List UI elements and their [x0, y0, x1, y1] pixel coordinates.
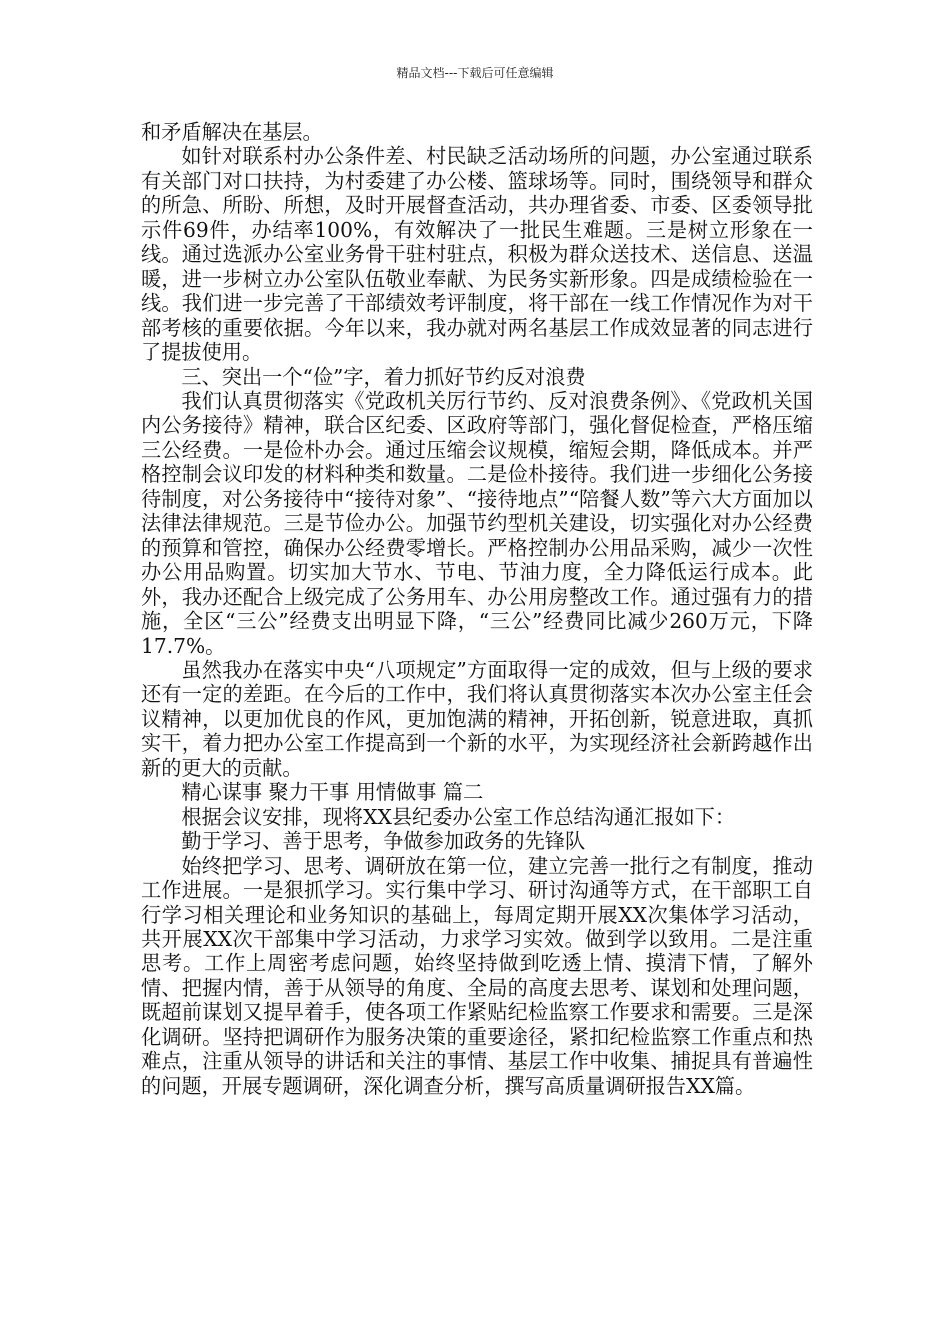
section-heading-frugality: 三、突出一个“俭”字，着力抓好节约反对浪费	[181, 364, 586, 389]
document-body	[141, 120, 813, 1098]
paragraph-frontline-work: 如针对联系村办公条件差、村民缺乏活动场所的问题，办公室通过联系有关部门对口扶持，为村委建了办公楼、篮球场等。同时，围绕领导和群众的所急、所盼、所想，及时开展督查活动，共办理省委、市委、区委领导批示件69件，办结率100%，有效解决了一批民生难题。三是树立形象在一线。通过选派办公室业务骨干驻村驻点，积极为群众送技术、送信息、送温暖，进一步树立办公室队伍敬业奉献、为民务实新形象。四是成绩检验在一线。我们进一步完善了干部绩效考评制度，将干部在一线工作情况作为对干部考核的重要依据。今年以来，我办就对两名基层工作成效显著的同志进行了提拔使用。	[141, 144, 813, 365]
paragraph-continuation: 和矛盾解决在基层。	[141, 120, 323, 144]
paragraph-report-intro: 根据会议安排，现将XX县纪委办公室工作总结沟通汇报如下：	[181, 804, 736, 829]
paragraph-learning: 始终把学习、思考、调研放在第一位，建立完善一批行之有制度，推动工作进展。一是狠抓学习。实行集中学习、研讨沟通等方式，在干部职工自行学习相关理论和业务知识的基础上，每周定期开展XX次集体学习活动，共开展XX次干部集中学习活动，力求学习实效。做到学以致用。二是注重思考。工作上周密考虑问题，始终坚持做到吃透上情、摸清下情，了解外情、把握内情，善于从领导的角度、全局的高度去思考、谋划和处理问题，既超前谋划又提早着手，使各项工作紧贴纪检监察工作要求和需要。三是深化调研。坚持把调研作为服务决策的重要途径，紧扣纪检监察工作重点和热难点，注重从领导的讲话和关注的事情、基层工作中收集、捕捉具有普遍性的问题，开展专题调研，深化调查分析，撰写高质量调研报告XX篇。	[141, 853, 813, 1098]
paragraph-conclusion: 虽然我办在落实中央“八项规定”方面取得一定的成效，但与上级的要求还有一定的差距。在今后的工作中，我们将认真贯彻落实本次办公室主任会议精神，以更加优良的作风，更加饱满的精神，开拓创新，锐意进取，真抓实干，着力把办公室工作提高到一个新的水平，为实现经济社会新跨越作出新的更大的贡献。	[141, 657, 813, 780]
section-heading-learning: 勤于学习、善于思考，争做参加政务的先锋队	[181, 829, 586, 854]
page-header: 精品文档---下载后可任意编辑	[396, 66, 554, 80]
section-title-part-two: 精心谋事 聚力干事 用情做事 篇二	[181, 780, 484, 805]
paragraph-frugality: 我们认真贯彻落实《党政机关厉行节约、反对浪费条例》、《党政机关国内公务接待》精神，联合区纪委、区政府等部门，强化督促检查，严格压缩三公经费。一是俭朴办会。通过压缩会议规模，缩短会期，降低成本。并严格控制会议印发的材料种类和数量。二是俭朴接待。我们进一步细化公务接待制度，对公务接待中“接待对象”、“接待地点”“陪餐人数”等六大方面加以法律法律规范。三是节俭办公。加强节约型机关建设，切实强化对办公经费的预算和管控，确保办公经费零增长。严格控制办公用品采购，减少一次性办公用品购置。切实加大节水、节电、节油力度，全力降低运行成本。此外，我办还配合上级完成了公务用车、办公用房整改工作。通过强有力的措施，全区“三公”经费支出明显下降，“三公”经费同比减少260万元，下降17.7%。	[141, 388, 813, 658]
